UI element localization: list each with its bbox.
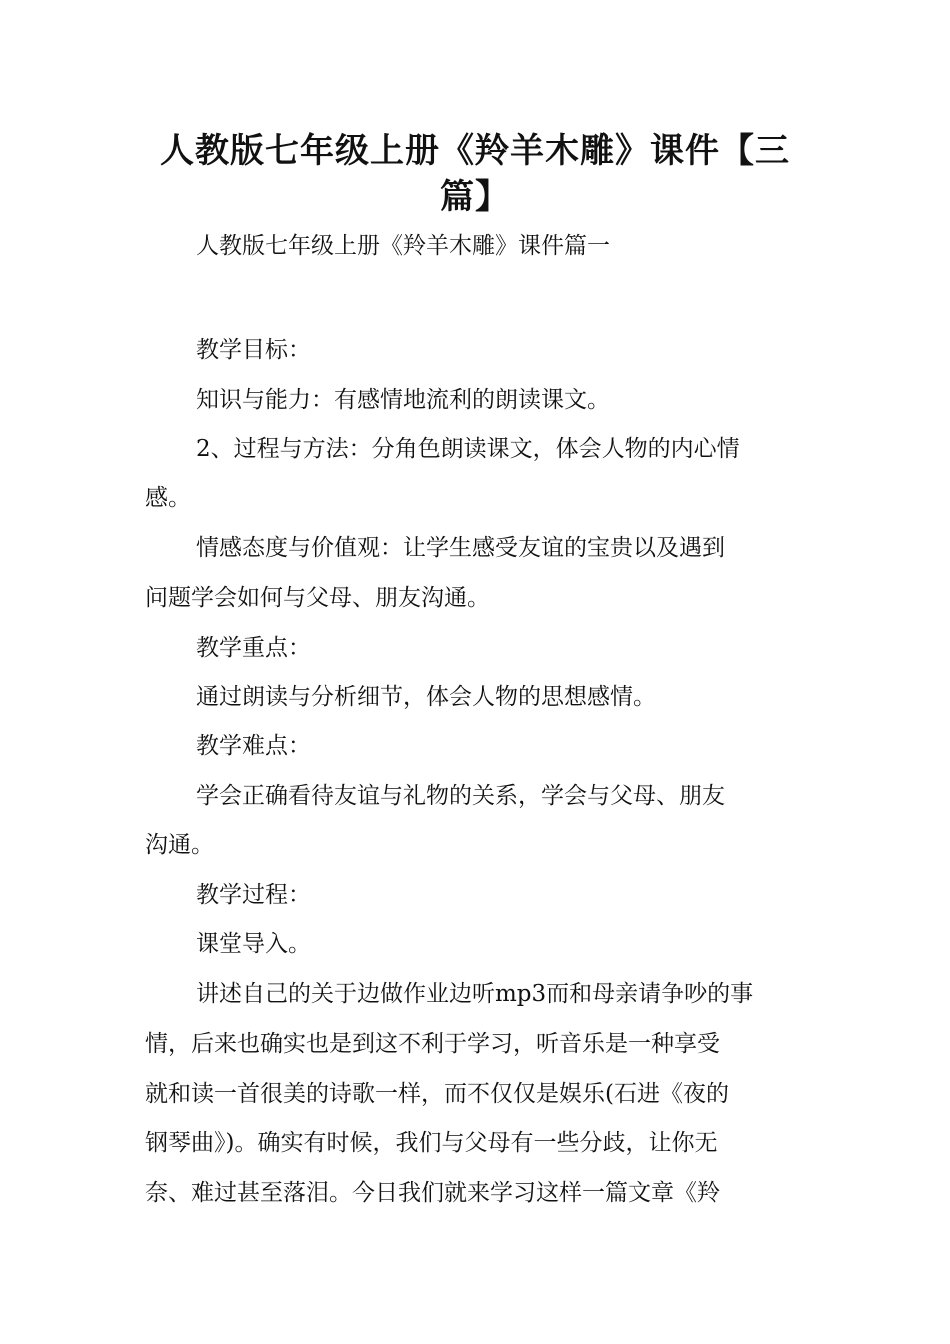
paragraph-line: 钢琴曲》)。确实有时候，我们与父母有一些分歧，让你无: [145, 1130, 718, 1156]
paragraph-line: 问题学会如何与父母、朋友沟通。: [145, 585, 490, 611]
paragraph-line: 2、过程与方法：分角色朗读课文，体会人物的内心情: [196, 436, 740, 462]
paragraph-line: 情感态度与价值观：让学生感受友谊的宝贵以及遇到: [196, 535, 725, 561]
paragraph-line: 教学难点：: [196, 733, 311, 759]
paragraph-line: 就和读一首很美的诗歌一样，而不仅仅是娱乐(石进《夜的: [145, 1081, 729, 1107]
paragraph-line: 奈、难过甚至落泪。今日我们就来学习这样一篇文章《羚: [145, 1180, 720, 1206]
paragraph-line: 教学重点：: [196, 635, 311, 661]
document-title-line-1: 人教版七年级上册《羚羊木雕》课件【三: [160, 131, 790, 171]
document-title-line-2: 篇】: [440, 177, 510, 217]
paragraph-line: 课堂导入。: [196, 931, 311, 957]
paragraph-line: 沟通。: [145, 832, 214, 858]
paragraph-line: 通过朗读与分析细节，体会人物的思想感情。: [196, 684, 656, 710]
paragraph-line: 情，后来也确实也是到这不利于学习，听音乐是一种享受: [145, 1031, 720, 1057]
paragraph-line: 知识与能力：有感情地流利的朗读课文。: [196, 387, 610, 413]
section-heading: 人教版七年级上册《羚羊木雕》课件篇一: [196, 233, 610, 259]
paragraph-line: 教学过程：: [196, 882, 311, 908]
paragraph-line: 学会正确看待友谊与礼物的关系，学会与父母、朋友: [196, 783, 725, 809]
paragraph-line: 教学目标：: [196, 337, 311, 363]
paragraph-line: 感。: [145, 485, 191, 511]
paragraph-line: 讲述自己的关于边做作业边听mp3而和母亲请争吵的事: [196, 981, 754, 1007]
